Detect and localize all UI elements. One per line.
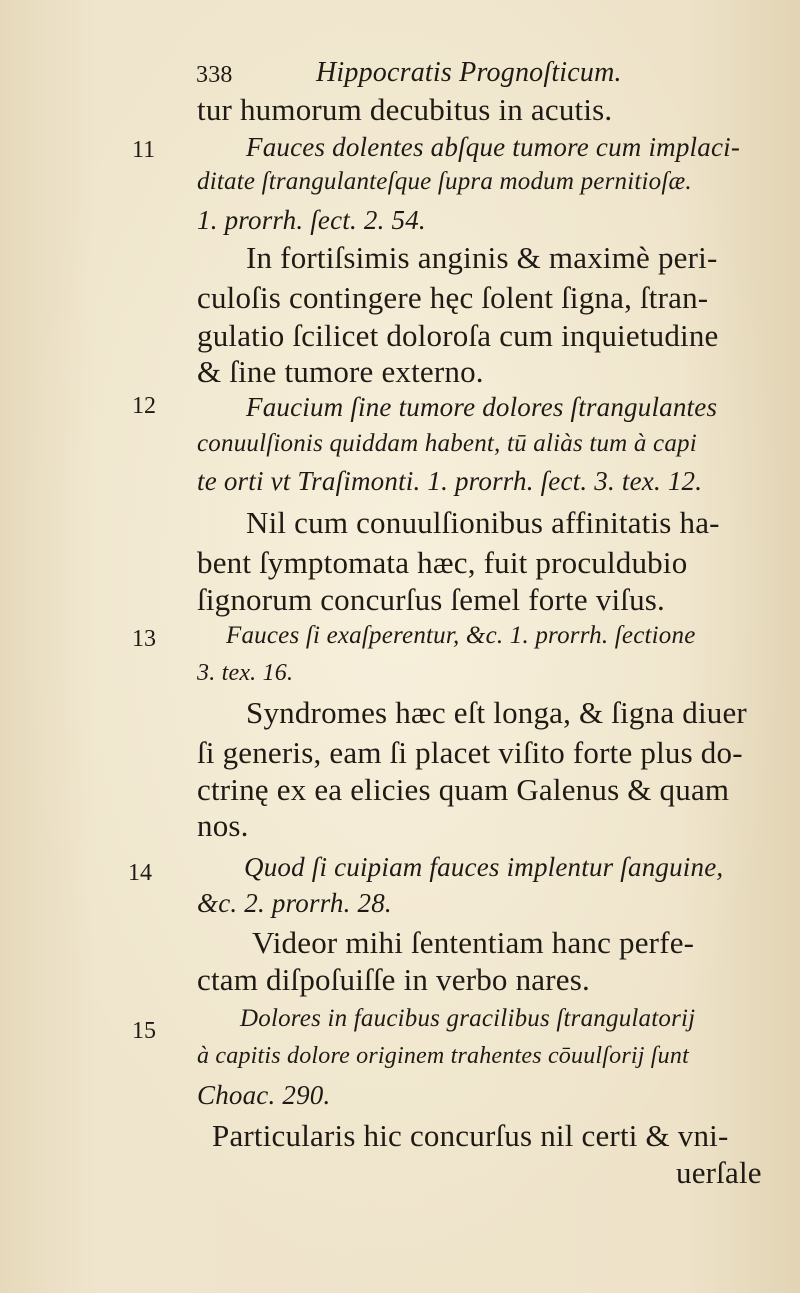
text-line: & ſine tumore externo. — [197, 354, 484, 389]
text-line: gulatio ſcilicet doloroſa cum inquietudine — [197, 318, 719, 353]
heading-line: conuulſionis quiddam habent, tū aliàs tum à capi — [197, 430, 697, 457]
catchword: uerſale — [676, 1155, 762, 1190]
reference-line: 1. prorrh. ſect. 2. 54. — [197, 205, 426, 235]
text-line: ctam diſpoſuiſſe in verbo nares. — [197, 962, 590, 997]
text-line: culoſis contingere hęc ſolent ſigna, ſtran- — [197, 280, 709, 315]
text-line: Videor mihi ſententiam hanc perfe- — [252, 925, 695, 960]
text-line: ctrinę ex ea elicies quam Galenus & quam — [197, 772, 730, 807]
running-title: Hippocratis Prognoſticum. — [316, 57, 622, 88]
heading-line: Fauces ſi exaſperentur, &c. 1. prorrh. ſectione — [226, 622, 696, 649]
section-number-15: 15 — [132, 1018, 156, 1044]
reference-line: Choac. 290. — [197, 1080, 331, 1110]
section-number-13: 13 — [132, 626, 156, 652]
heading-line: à capitis dolore originem trahentes cōuulſorij ſunt — [197, 1043, 689, 1069]
text-line: ſignorum concurſus ſemel forte viſus. — [197, 582, 665, 617]
reference-line: &c. 2. prorrh. 28. — [197, 888, 392, 918]
heading-line: Quod ſi cuipiam fauces implentur ſanguine, — [244, 852, 724, 882]
text-line: bent ſymptomata hæc, fuit proculdubio — [197, 545, 688, 580]
heading-line: ditate ſtrangulanteſque ſupra modum pernitioſæ. — [197, 168, 692, 195]
reference-line: 3. tex. 16. — [197, 660, 294, 686]
text-line: nos. — [197, 808, 249, 843]
heading-line: Fauces dolentes abſque tumore cum implaci- — [246, 132, 741, 162]
text-line: Syndromes hæc eſt longa, & ſigna diuer — [246, 695, 747, 730]
text-line: Particularis hic concurſus nil certi & vni- — [212, 1118, 729, 1153]
section-number-12: 12 — [132, 393, 156, 419]
text-line: Nil cum conuulſionibus affinitatis ha- — [246, 505, 720, 540]
section-number-11: 11 — [132, 137, 156, 163]
reference-line: te orti vt Traſimonti. 1. prorrh. ſect. 3. tex. 12. — [197, 466, 703, 496]
text-line: In fortiſsimis anginis & maximè peri- — [246, 240, 718, 275]
text-line: ſi generis, eam ſi placet viſito forte plus do- — [197, 735, 743, 770]
section-number-14: 14 — [128, 860, 152, 886]
text-line: tur humorum decubitus in acutis. — [197, 92, 613, 127]
heading-line: Faucium ſine tumore dolores ſtrangulantes — [246, 392, 718, 422]
heading-line: Dolores in faucibus gracilibus ſtrangulatorij — [240, 1005, 696, 1032]
page-number: 338 — [196, 62, 233, 88]
